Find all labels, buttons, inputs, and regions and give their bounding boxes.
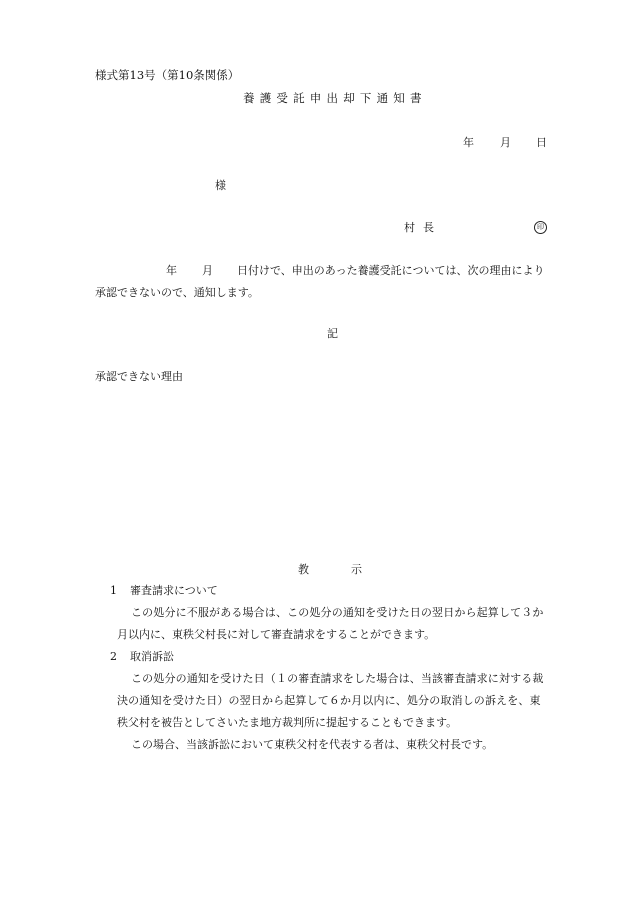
section-2-line: この場合、当該訴訟において東秩父村を代表する者は、東秩父村長です。 [131,738,494,751]
section-2-line: 秩父村を被告としてさいたま地方裁判所に提起することもできます。 [117,716,458,729]
instruction-heading: 教示 [298,563,404,576]
body-year-label: 年 [166,264,177,277]
seal-mark-icon: 印 [534,221,547,234]
section-2-line: 決の通知を受けた日）の翌日から起算して６か月以内に、処分の取消しの訴えを、東 [117,694,541,707]
section-1-line: 月以内に、東秩父村長に対して審査請求をすることができます。 [117,628,436,641]
date-month-label: 月 [500,136,511,149]
date-day-label: 日 [536,136,547,149]
reason-label: 承認できない理由 [95,370,183,383]
section-2-title: 取消訴訟 [130,650,174,663]
section-2-line: この処分の通知を受けた日（１の審査請求をした場合は、当該審査請求に対する裁 [131,672,544,685]
section-2-heading [110,651,174,662]
body-month-label: 月 [202,264,213,277]
sender-title: 村長 [404,221,442,234]
section-1-line: この処分に不服がある場合は、この処分の通知を受けた日の翌日から起算して３か [131,606,544,619]
section-1-title: 審査請求について [130,584,218,597]
section-1-heading [110,585,218,596]
addressee-suffix: 様 [215,179,226,192]
body-text-line-2: 承認できないので、通知します。 [95,286,259,299]
section-2-number: 2 [110,650,117,663]
document-title: 養護受託申出却下通知書 [243,91,427,105]
ki-heading: 記 [327,327,338,340]
date-year-label: 年 [463,136,474,149]
section-1-number: 1 [110,584,117,597]
body-text-line-1: 日付けで、申出のあった養護受託については、次の理由により [237,264,545,277]
form-number: 様式第13号（第10条関係） [95,68,240,82]
